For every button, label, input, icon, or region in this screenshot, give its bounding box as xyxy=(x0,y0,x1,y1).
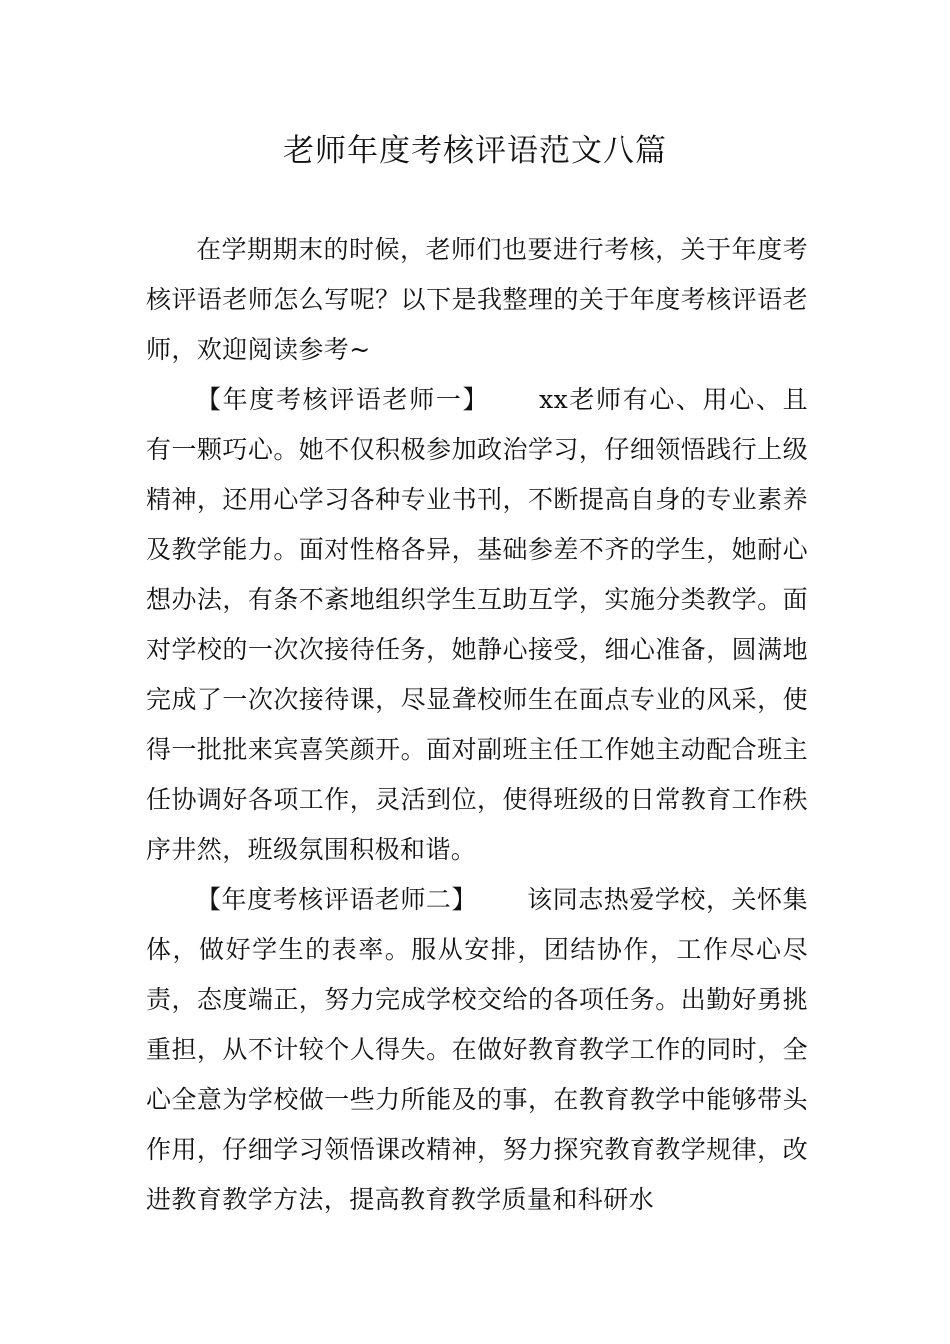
document-body xyxy=(146,225,808,1225)
section-paragraph-2 xyxy=(146,875,808,1225)
section-paragraph-1 xyxy=(146,375,808,875)
section-heading-1: 【年度考核评语老师一】 xyxy=(196,385,490,414)
intro-paragraph: 在学期期末的时候，老师们也要进行考核，关于年度考核评语老师怎么写呢？以下是我整理的关于年度考核评语老师，欢迎阅读参考~ xyxy=(146,235,808,364)
document-title: 老师年度考核评语范文八篇 xyxy=(283,133,667,169)
section-text-1: xx老师有心、用心、且有一颗巧心。她不仅积极参加政治学习，仔细领悟践行上级精神，还用心学习各种专业书刊，不断提高自身的专业素养及教学能力。面对性格各异，基础参差不齐的学生，她耐心想办法，有条不紊地组织学生互助互学，实施分类教学。面对学校的一次次接待任务，她静心接受，细心准备，圆满地完成了一次次接待课，尽显聋校师生在面点专业的风采，使得一批批来宾喜笑颜开。面对副班主任工作她主动配合班主任协调好各项工作，灵活到位，使得班级的日常教育工作秩序井然，班级氛围积极和谐。 xyxy=(146,385,808,864)
section-heading-2: 【年度考核评语老师二】 xyxy=(196,885,477,914)
section-text-2: 该同志热爱学校，关怀集体，做好学生的表率。服从安排，团结协作，工作尽心尽责，态度端正，努力完成学校交给的各项任务。出勤好勇挑重担，从不计较个人得失。在做好教育教学工作的同时，全心全意为学校做一些力所能及的事，在教育教学中能够带头作用，仔细学习领悟课改精神，努力探究教育教学规律，改进教育教学方法，提高教育教学质量和科研水 xyxy=(146,885,808,1214)
